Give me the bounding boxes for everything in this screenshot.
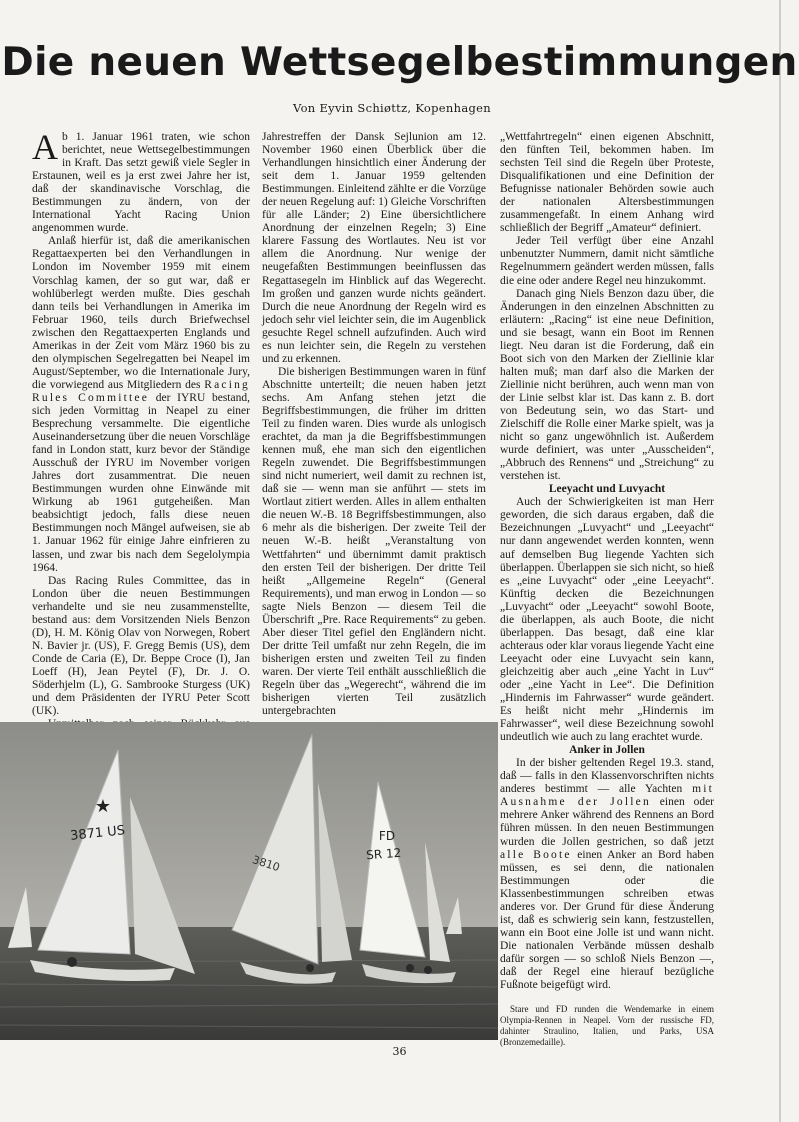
sail-number-sr12: SR 12 [365,845,402,863]
paragraph: Jahrestreffen der Dansk Sejlunion am 12. November 1960 einen Überblick über die Verhandlungen hinsichtlich einer Änderung der seit dem 1. Januar 1959 geltenden Bestimmungen. Einleitend zählte er die Vorzüge der neuen Regelung auf: 1) Gleiche Vorschriften für alle Länder; 2) Eine übersichtlichere Anordnung der einzelnen Regeln; 3) Eine klarere Fassung des Wortlautes. Neu ist vor allem die Anordnung. Nur wenige der neugefaßten Bestimmungen beeinflussen das Regattasegeln im Hinblick auf das Wegerecht. Im großen und ganzen wurde nichts geändert. Durch die neue Anordnung der Regeln wird es jedoch sehr viel leichter sein, die im Augenblick gesuchte Regel schnell aufzufinden. Auch wird es nun leichter sein, die Regeln zu verstehen und zu erkennen. [262,131,486,365]
page-number: 36 [392,1045,407,1058]
paragraph: Ab 1. Januar 1961 traten, wie schon berichtet, neue Wettsegelbestimmungen in Kraft. Das setzt gewiß viele Segler in Erstaunen, weil es ja erst zwei Jahre her ist, daß der skandinavische Vorschlag, die Bestimmungen zu ändern, von der International Yacht Racing Union angenommen wurde. [32,127,250,235]
drop-cap: A [32,127,58,167]
paragraph: In der bisher geltenden Regel 19.3. stand, daß — falls in den Klassenvorschriften nichts anderes bestimmt — alle Yachten mit Ausnahme der Jollen einen oder mehrere Anker während des Rennens an Bord führen müssen. In den neuen Bestimmungen wurden die Jollen gestrichen, so daß jetzt alle Boote einen Anker an Bord haben müssen, es sei denn, die nationalen Bestimmungen oder die Klassenbestimmungen schreiben etwas anderes vor. Der Grund für diese Änderung ist, daß es schwierig sein kann, festzustellen, wann ein Boot eine Jolle ist und wann nicht. Die nationalen Verbände müssen deshalb dafür sorgen — so schloß Niels Benzon —, daß der Regel eine hierauf bezügliche Fußnote beigefügt wird. [500,757,715,992]
section-heading: Anker in Jollen [569,744,645,757]
sailing-photo [0,722,498,1040]
section-heading: Leeyacht und Luvyacht [548,483,666,496]
page-edge [779,0,781,1122]
sail-label-fd: FD [378,829,396,843]
paragraph: Jeder Teil verfügt über eine Anzahl unbenutzter Nummern, damit nicht sämtliche Regelnummern geändert werden müssen, falls die eine oder andere Regel neu hinzukommt. [500,235,714,287]
sailing-photo-drawing [0,722,498,1040]
photo-caption [500,1004,714,1048]
sail-number-3871-us: 3871 US [69,823,126,844]
article-title: Die neuen Wettsegelbestimmungen [1,40,798,85]
text-column-1 [32,127,251,744]
paragraph: „Wettfahrtregeln“ einen eigenen Abschnitt, den fünften Teil, bekommen haben. Im sechsten Teil sind die Regeln über Proteste, Disqualifikationen und eine Definition der Befugnisse nationaler Behörden sowie auch der nationalen Altersbestimmungen zusammengefaßt. In einem Anhang wird schließlich der Begriff „Amateur“ definiert. [500,131,714,235]
text-column-2 [262,131,486,718]
caption-text: Stare und FD runden die Wendemarke in einem Olympia-Rennen in Neapel. Vorn der russische FD, dahinter Straulino, Italien, und Parks, USA (Bronzemedaille). [500,1004,714,1047]
svg-text:★: ★ [94,796,112,817]
paragraph: Anlaß hierfür ist, daß die amerikanischen Regattaexperten bei den Verhandlungen in London im November 1959 mit einem Vorschlag kamen, der so gut war, daß er wohlüberlegt werden mußte. Dies geschah dann teils bei Verhandlungen in Amerika im Februar 1960, teils durch Briefwechsel zwischen den Regattaexperten Englands und Amerikas in der Zeit vom März 1960 bis zu den olympischen Segelregatten bei Neapel im August/September, wo die Internationale Jury, die vorwiegend aus Mitgliedern des Racing Rules Committee der IYRU bestand, sich jeden Vormittag in Neapel zu einer Besprechung versammelte. Die eigentliche Auseinandersetzung über die neuen Vorschläge fand in London statt, kurz bevor der Ständige Ausschuß der IYRU im November vorigen Jahres dort zusammentrat. Die neuen Bestimmungen wurden ohne Einwände mit Wirkung ab 1961 gutgeheißen. Man beabsichtigt jedoch, falls diese neuen Bestimmungen noch Mängel aufweisen, sie ab 1. Januar 1962 für einige Jahre einfrieren zu lassen, und zwar bis nach dem Segelolympia 1964. [32,235,251,574]
paragraph: Das Racing Rules Committee, das in London über die neuen Bestimmungen verhandelte und sie neu zusammenstellte, bestand aus: dem Vorsitzenden Niels Benzon (D), H. M. König Olav von Norwegen, Robert N. Bavier jr. (US), F. Gregg Bemis (US), dem Conde de Caria (E), Dr. Beppe Croce (I), Jan Loeff (H), Jean Peytel (F), Dr. J. O. Söderhjelm (L), G. Sambrooke Sturgess (UK) und dem Präsidenten der IYRU Peter Scott (UK). [32,574,250,718]
paragraph: Danach ging Niels Benzon dazu über, die Änderungen in den einzelnen Abschnitten zu erläutern: „Racing“ ist eine neue Definition, und sie besagt, wann ein Boot im Rennen liegt. Neu daran ist die Forderung, daß ein Boot sich von den Marken der Ziellinie klar halten muß; man darf also die Marken der Ziellinie nicht berühren, auch wenn man von der Linie selbst klar ist. Das kann z. B. dort von Bedeutung sein, wo das Start- und Zielschiff die Rolle einer Marke spielt, was ja nicht so ganz ungewöhnlich ist. Außerdem wurde definiert, was unter „Ausscheiden“, „Abbruch des Rennens“ und „Streichung“ zu verstehen ist. [500,287,714,483]
paragraph: Die bisherigen Bestimmungen waren in fünf Abschnitte unterteilt; die neuen haben jetzt sechs. Am Anfang stehen jetzt die Begriffsbestimmungen, die früher im dritten Teil zu finden waren. Dies wurde als unlogisch erachtet, da man ja die Begriffsbestimmungen kennen muß, ehe man sich den eigentlichen Regeln zuwendet. Die Begriffsbestimmungen sind nicht numeriert, weil damit zu rechnen ist, daß sie — wenn man sie anführt — stets im Wortlaut zitiert werden. Alles in allem enthalten die neuen W.-B. 18 Begriffsbestimmungen, also 6 mehr als die bisherigen. Der zweite Teil der neuen W.-B. heißt „Veranstaltung von Wettfahrten“ und übernimmt damit praktisch den ersten Teil der bisherigen. Der dritte Teil heißt „Allgemeine Regeln“ (General Requirements), und man erwog in London — so sagte Niels Benzon — diesem Teil die Überschrift „Pre. Race Requirements“ zu geben. Aber dieser Titel gefiel den Engländern nicht. Der dritte Teil umfaßt nur zehn Regeln, die im bisherigen ersten und zweiten Teil zu finden waren. Der vierte Teil enthält ausschließlich die Regeln über das „Wegerecht“, während die im bisherigen vierten Teil zusätzlich untergebrachten [262,365,486,718]
paragraph: Auch der Schwierigkeiten ist man Herr geworden, die sich daraus ergaben, daß die Bezeichnungen „Luvyacht“ und „Leeyacht“ nur dann angewendet werden konnten, wenn auf demselben Bug liegende Yachten sich überlappen. Überlappen sie sich nicht, so hieß es „eine Luvyacht“ oder „eine Leeyacht“. Künftig decken die Bezeichnungen „Luvyacht“ oder „Leeyacht“ sowohl Boote, die überlappen, als auch Boote, die nicht überlappen. Das besagt, daß eine klar achteraus oder klar voraus liegende Yacht eine Leeyacht oder eine Luvyacht sein kann, gleichzeitig aber auch „eine Yacht in Luv“ oder „eine Yacht in Lee“. Die Definition „Hindernis im Fahrwasser“ wurde geändert. Es heißt nicht mehr „Hindernis im Fahrwasser“, weil diese Bezeichnung sowohl undeutlich wie auch zu lang erachtet wurde. [500,496,714,744]
byline: Von Eyvin Schiøttz, Kopenhagen [293,101,491,115]
sail-number-3810: 3810 [250,853,282,875]
text-column-3 [500,131,714,992]
